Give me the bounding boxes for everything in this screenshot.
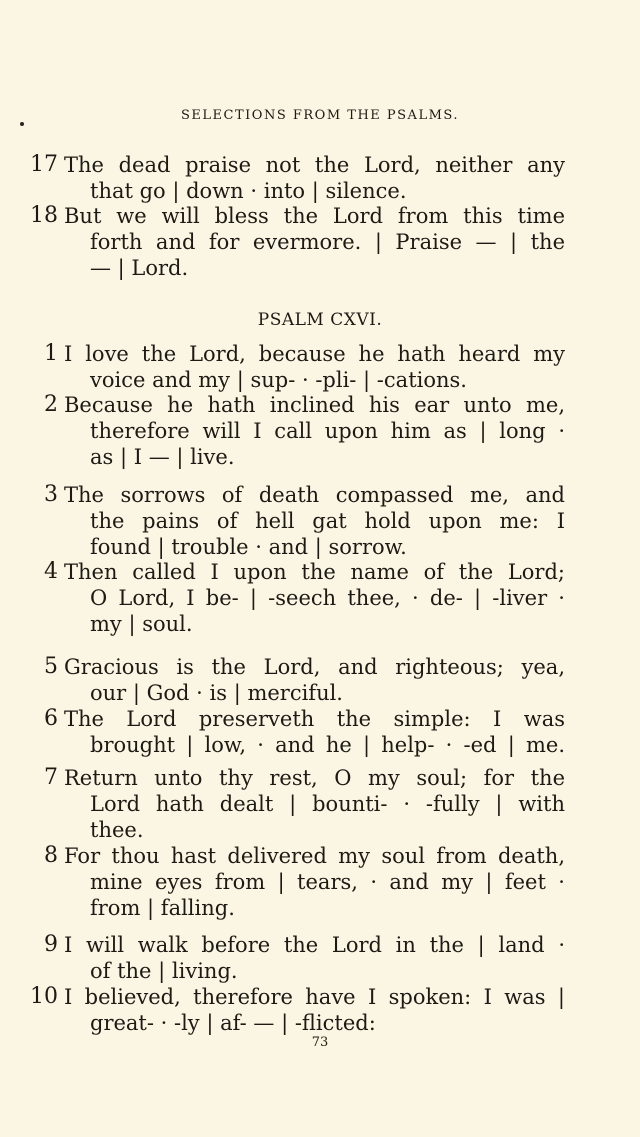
verse-line: For thou hast delivered my soul from death, — [64, 844, 565, 868]
verse-10 — [20, 984, 565, 1036]
verse-2 — [20, 392, 565, 470]
verse-number: 9 — [44, 932, 58, 957]
verse-line: that go | down · into | silence. — [90, 179, 407, 203]
verse-line: mine eyes from | tears, · and my | feet · — [90, 870, 565, 894]
verse-3 — [20, 482, 565, 560]
verse-line: The dead praise not the Lord, neither any — [64, 153, 565, 177]
verse-line: of the | living. — [90, 959, 238, 983]
verse-line: voice and my | sup- · -pli- | -cations. — [90, 368, 467, 392]
verse-18 — [20, 203, 565, 281]
verse-line: Then called I upon the name of the Lord; — [64, 560, 565, 584]
verse-line: The sorrows of death compassed me, and — [64, 483, 565, 507]
verse-number: 18 — [30, 203, 58, 228]
verse-number: 5 — [44, 654, 58, 679]
verse-line: Because he hath inclined his ear unto me, — [64, 393, 565, 417]
verse-line: I believed, therefore have I spoken: I was | — [64, 985, 565, 1009]
verse-line: forth and for evermore. | Praise — | the — [90, 230, 565, 254]
verse-line: brought | low, · and he | help- · -ed | me. — [90, 733, 565, 757]
verse-line: The Lord preserveth the simple: I was — [64, 707, 565, 731]
verse-line: Return unto thy rest, O my soul; for the — [64, 766, 565, 790]
verse-line: But we will bless the Lord from this time — [64, 204, 565, 228]
verse-line: Lord hath dealt | bounti- · -fully | with — [90, 792, 565, 816]
verse-8 — [20, 843, 565, 921]
verse-line: thee. — [90, 818, 144, 842]
verse-line: I will walk before the Lord in the | land · — [64, 933, 565, 957]
verse-line: found | trouble · and | sorrow. — [90, 535, 407, 559]
verse-line: Gracious is the Lord, and righteous; yea, — [64, 655, 565, 679]
verse-7 — [20, 765, 565, 843]
verse-number: 2 — [44, 392, 58, 417]
running-head: SELECTIONS FROM THE PSALMS. — [181, 108, 459, 123]
verse-number: 6 — [44, 706, 58, 731]
verse-number: 4 — [44, 559, 58, 584]
verse-17 — [20, 152, 565, 204]
verse-number: 1 — [44, 341, 58, 366]
verse-line: I love the Lord, because he hath heard my — [64, 342, 565, 366]
verse-line: therefore will I call upon him as | long · — [90, 419, 565, 443]
verse-9 — [20, 932, 565, 984]
verse-line: from | falling. — [90, 896, 235, 920]
verse-line: — | Lord. — [90, 256, 189, 280]
verse-number: 17 — [30, 152, 58, 177]
verse-line: my | soul. — [90, 612, 193, 636]
verse-line: the pains of hell gat hold upon me: I — [90, 509, 565, 533]
verse-line: great- · -ly | af- — | -flicted: — [90, 1011, 376, 1035]
verse-number: 10 — [30, 984, 58, 1009]
page-number: 73 — [311, 1035, 329, 1050]
verse-1 — [20, 341, 565, 393]
verse-line: our | God · is | merciful. — [90, 681, 343, 705]
verse-5 — [20, 654, 565, 706]
psalm-heading: PSALM CXVI. — [257, 310, 383, 330]
verse-number: 7 — [44, 765, 58, 790]
verse-line: as | I — | live. — [90, 445, 235, 469]
verse-6 — [20, 706, 565, 758]
verse-number: 3 — [44, 482, 58, 507]
verse-number: 8 — [44, 843, 58, 868]
verse-line: O Lord, I be- | -seech thee, · de- | -liver · — [90, 586, 565, 610]
verse-4 — [20, 559, 565, 637]
